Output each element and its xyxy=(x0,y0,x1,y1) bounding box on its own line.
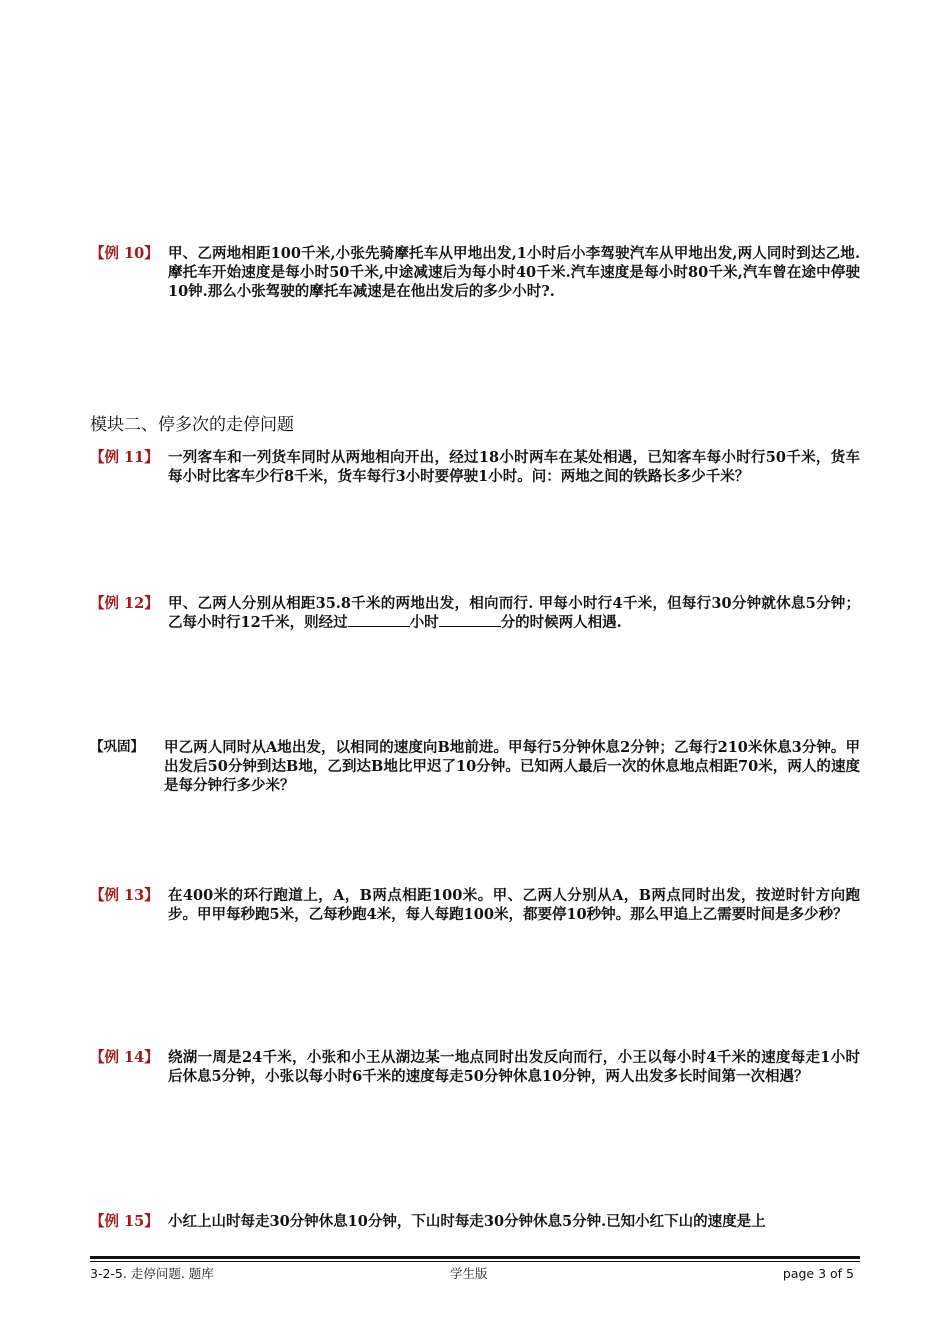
example-tag: 【例 12】 xyxy=(90,595,159,612)
example-tag: 【例 11】 xyxy=(90,449,159,466)
problem-text: 甲、乙两地相距100千米,小张先骑摩托车从甲地出发,1小时后小李驾驶汽车从甲地出发,两人同时到达乙地.摩托车开始速度是每小时50千米,中途减速后为每小时40千米.汽车速度是每小时80千米,汽车曾在途中停驶10钟.那么小张驾驶的摩托车减速是在他出发后的多少小时?. xyxy=(168,245,860,300)
answer-blank-minutes xyxy=(439,613,501,627)
footer-rule-thin xyxy=(90,1261,860,1262)
problem-example-13 xyxy=(90,886,860,924)
example-tag: 【例 10】 xyxy=(90,245,159,262)
problem-text: 在400米的环行跑道上，A，B两点相距100米。甲、乙两人分别从A，B两点同时出发，按逆时针方向跑步。甲甲每秒跑5米，乙每秒跑4米，每人每跑100米，都要停10秒钟。那么甲追上乙需要时间是多少秒？ xyxy=(168,887,860,923)
footer-doc-title: 3-2-5. 走停问题. 题库 xyxy=(90,1266,214,1281)
footer-rule xyxy=(90,1256,860,1259)
page-footer xyxy=(90,1265,860,1283)
answer-blank-hours xyxy=(348,613,410,627)
problem-text: 甲乙两人同时从A地出发，以相同的速度向B地前进。甲每行5分钟休息2分钟；乙每行210米休息3分钟。甲出发后50分钟到达B地，乙到达B地比甲迟了10分钟。已知两人最后一次的休息地点相距70米，两人的速度是每分钟行多少米？ xyxy=(164,739,860,794)
problem-text-part: 分的时候两人相遇. xyxy=(500,614,622,631)
review-tag: 【巩固】 xyxy=(90,739,144,755)
example-tag: 【例 13】 xyxy=(90,887,159,904)
section-title: 模块二、停多次的走停问题 xyxy=(90,415,294,435)
footer-page-number: page 3 of 5 xyxy=(782,1266,854,1281)
problem-text-part: 小时 xyxy=(409,614,439,631)
problem-example-15 xyxy=(90,1212,860,1231)
example-tag: 【例 15】 xyxy=(90,1213,159,1230)
problem-example-11 xyxy=(90,448,860,486)
problem-example-14 xyxy=(90,1048,860,1086)
problem-example-10 xyxy=(90,244,860,301)
problem-example-12 xyxy=(90,594,860,632)
problem-review xyxy=(90,738,860,795)
problem-text-part: 甲、乙两人分别从相距35.8千米的两地出发，相向而行. 甲每小时行4千米，但每行30分钟就休息5分钟；乙每小时行12千米，则经过 xyxy=(168,595,860,631)
footer-edition: 学生版 xyxy=(450,1266,488,1281)
problem-text: 一列客车和一列货车同时从两地相向开出，经过18小时两车在某处相遇，已知客车每小时行50千米，货车每小时比客车少行8千米，货车每行3小时要停驶1小时。问：两地之间的铁路长多少千米？ xyxy=(168,449,860,485)
problem-text: 绕湖一周是24千米，小张和小王从湖边某一地点同时出发反向而行，小王以每小时4千米的速度每走1小时后休息5分钟，小张以每小时6千米的速度每走50分钟休息10分钟，两人出发多长时间第一次相遇？ xyxy=(168,1049,860,1085)
problem-text: 小红上山时每走30分钟休息10分钟，下山时每走30分钟休息5分钟.已知小红下山的速度是上 xyxy=(168,1213,766,1230)
example-tag: 【例 14】 xyxy=(90,1049,159,1066)
problem-text xyxy=(168,594,860,632)
